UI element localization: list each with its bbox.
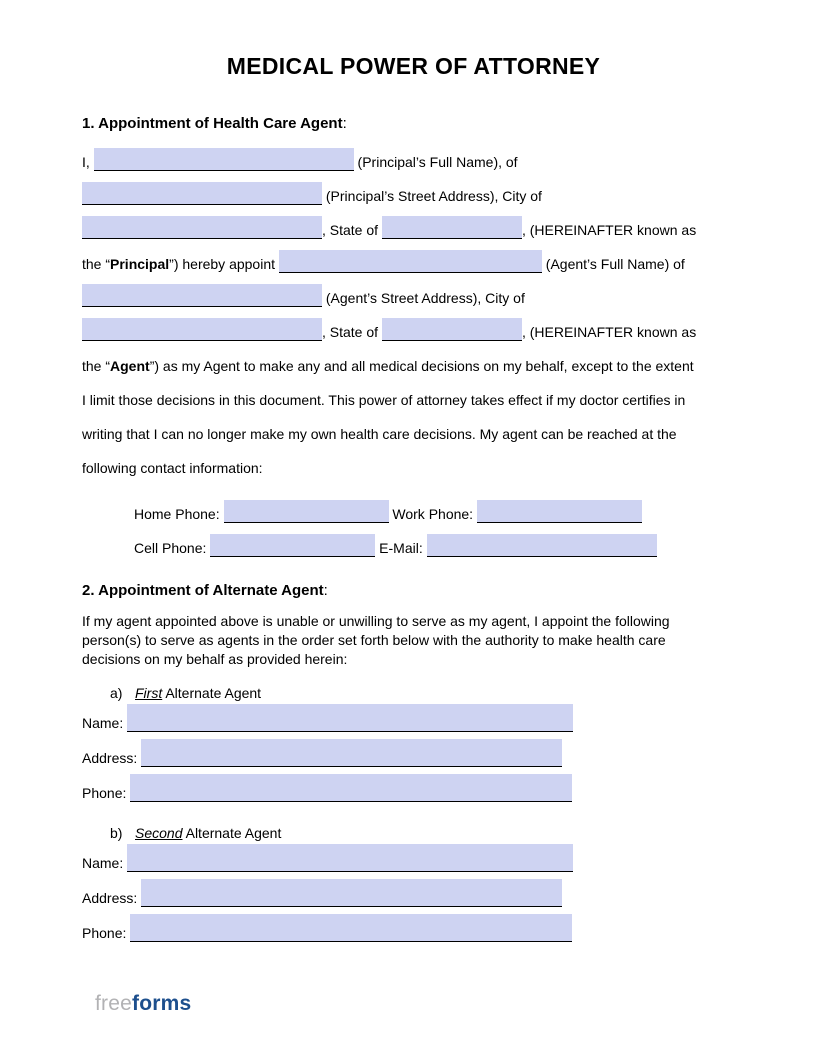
logo-text-free: free [95, 992, 132, 1015]
paragraph-line: decisions on my behalf as provided herein: [82, 651, 348, 667]
text-run: the “ [82, 358, 111, 374]
field-home-phone[interactable] [224, 500, 389, 523]
document-title: MEDICAL POWER OF ATTORNEY [226, 53, 601, 79]
text-run: Name: [82, 715, 128, 731]
text-run: (Agent’s Street Address), City of [322, 290, 525, 306]
field-principal-city[interactable] [82, 216, 322, 239]
text-run: Address: [82, 750, 142, 766]
text-run: Phone: [82, 925, 131, 941]
text-run: Phone: [82, 785, 131, 801]
field-agent-state[interactable] [382, 318, 522, 341]
form-line [82, 704, 745, 739]
text-run: Name: [82, 855, 128, 871]
form-line [82, 451, 745, 485]
text-run: following contact information: [82, 460, 263, 476]
section-heading [82, 581, 745, 600]
form-line [82, 247, 745, 281]
field-first-alternate-name[interactable] [127, 704, 573, 732]
text-run: : [323, 582, 328, 599]
section-heading [82, 114, 745, 133]
text-run: ”) hereby appoint [169, 256, 279, 272]
field-agent-street-address[interactable] [82, 284, 322, 307]
emphasized-text: First [135, 685, 163, 701]
form-line [82, 739, 745, 774]
field-agent-city[interactable] [82, 318, 322, 341]
text-run: Address: [82, 890, 142, 906]
text-run: writing that I can no longer make my own health care decisions. My agent can be reached at the [82, 426, 677, 442]
text-run: Alternate Agent [182, 825, 282, 841]
field-principal-street-address[interactable] [82, 182, 322, 205]
paragraph-line: person(s) to serve as agents in the order set forth below with the authority to make health care [82, 632, 666, 648]
bold-text: 1. Appointment of Health Care Agent [82, 115, 343, 132]
text-run: , State of [322, 324, 382, 340]
paragraph [82, 612, 745, 669]
field-first-alternate-phone[interactable] [130, 774, 572, 802]
bold-text: Principal [110, 256, 170, 272]
form-line [82, 844, 745, 879]
text-run: I limit those decisions in this document. This power of attorney takes effect if my doctor certifies in [82, 392, 686, 408]
field-agent-full-name[interactable] [279, 250, 542, 273]
form-line [82, 213, 745, 247]
field-second-alternate-address[interactable] [141, 879, 562, 907]
text-run: Cell Phone: [134, 540, 211, 556]
list-marker: a) [110, 685, 123, 701]
field-cell-phone[interactable] [210, 534, 375, 557]
field-principal-full-name[interactable] [94, 148, 354, 171]
form-line [82, 349, 745, 383]
text-run: , (HEREINAFTER known as [521, 324, 697, 340]
list-item [82, 682, 745, 704]
text-run: , State of [322, 222, 382, 238]
text-run: I, [82, 154, 94, 170]
field-email[interactable] [427, 534, 657, 557]
emphasized-text: Second [135, 825, 183, 841]
text-run: (Principal’s Full Name), of [353, 154, 518, 170]
text-run: (Principal’s Street Address), City of [322, 188, 542, 204]
form-line [82, 315, 745, 349]
bold-text: Agent [110, 358, 150, 374]
text-run: Home Phone: [134, 506, 224, 522]
field-principal-state[interactable] [382, 216, 522, 239]
logo-text-forms: forms [132, 992, 192, 1015]
form-line [82, 281, 745, 315]
form-line [82, 145, 745, 179]
text-run: ”) as my Agent to make any and all medical decisions on my behalf, except to the extent [149, 358, 694, 374]
list-item [82, 822, 745, 844]
text-run: E-Mail: [375, 540, 427, 556]
form-line [82, 774, 745, 809]
text-run: (Agent’s Full Name) of [541, 256, 685, 272]
bold-text: 2. Appointment of Alternate Agent [82, 582, 324, 599]
form-line [134, 497, 745, 531]
form-line [134, 531, 745, 565]
text-run: Work Phone: [388, 506, 477, 522]
form-line [82, 417, 745, 451]
paragraph-line: If my agent appointed above is unable or unwilling to serve as my agent, I appoint the following [82, 613, 670, 629]
field-work-phone[interactable] [477, 500, 642, 523]
field-second-alternate-name[interactable] [127, 844, 573, 872]
document-body [82, 114, 745, 949]
field-second-alternate-phone[interactable] [130, 914, 572, 942]
text-run: , (HEREINAFTER known as [521, 222, 697, 238]
text-run: Alternate Agent [162, 685, 262, 701]
field-first-alternate-address[interactable] [141, 739, 562, 767]
list-marker: b) [110, 825, 123, 841]
text-run: : [342, 115, 347, 132]
form-line [82, 914, 745, 949]
brand-logo [95, 992, 191, 1016]
form-line [82, 179, 745, 213]
form-line [82, 879, 745, 914]
text-run: the “ [82, 256, 111, 272]
form-line [82, 383, 745, 417]
